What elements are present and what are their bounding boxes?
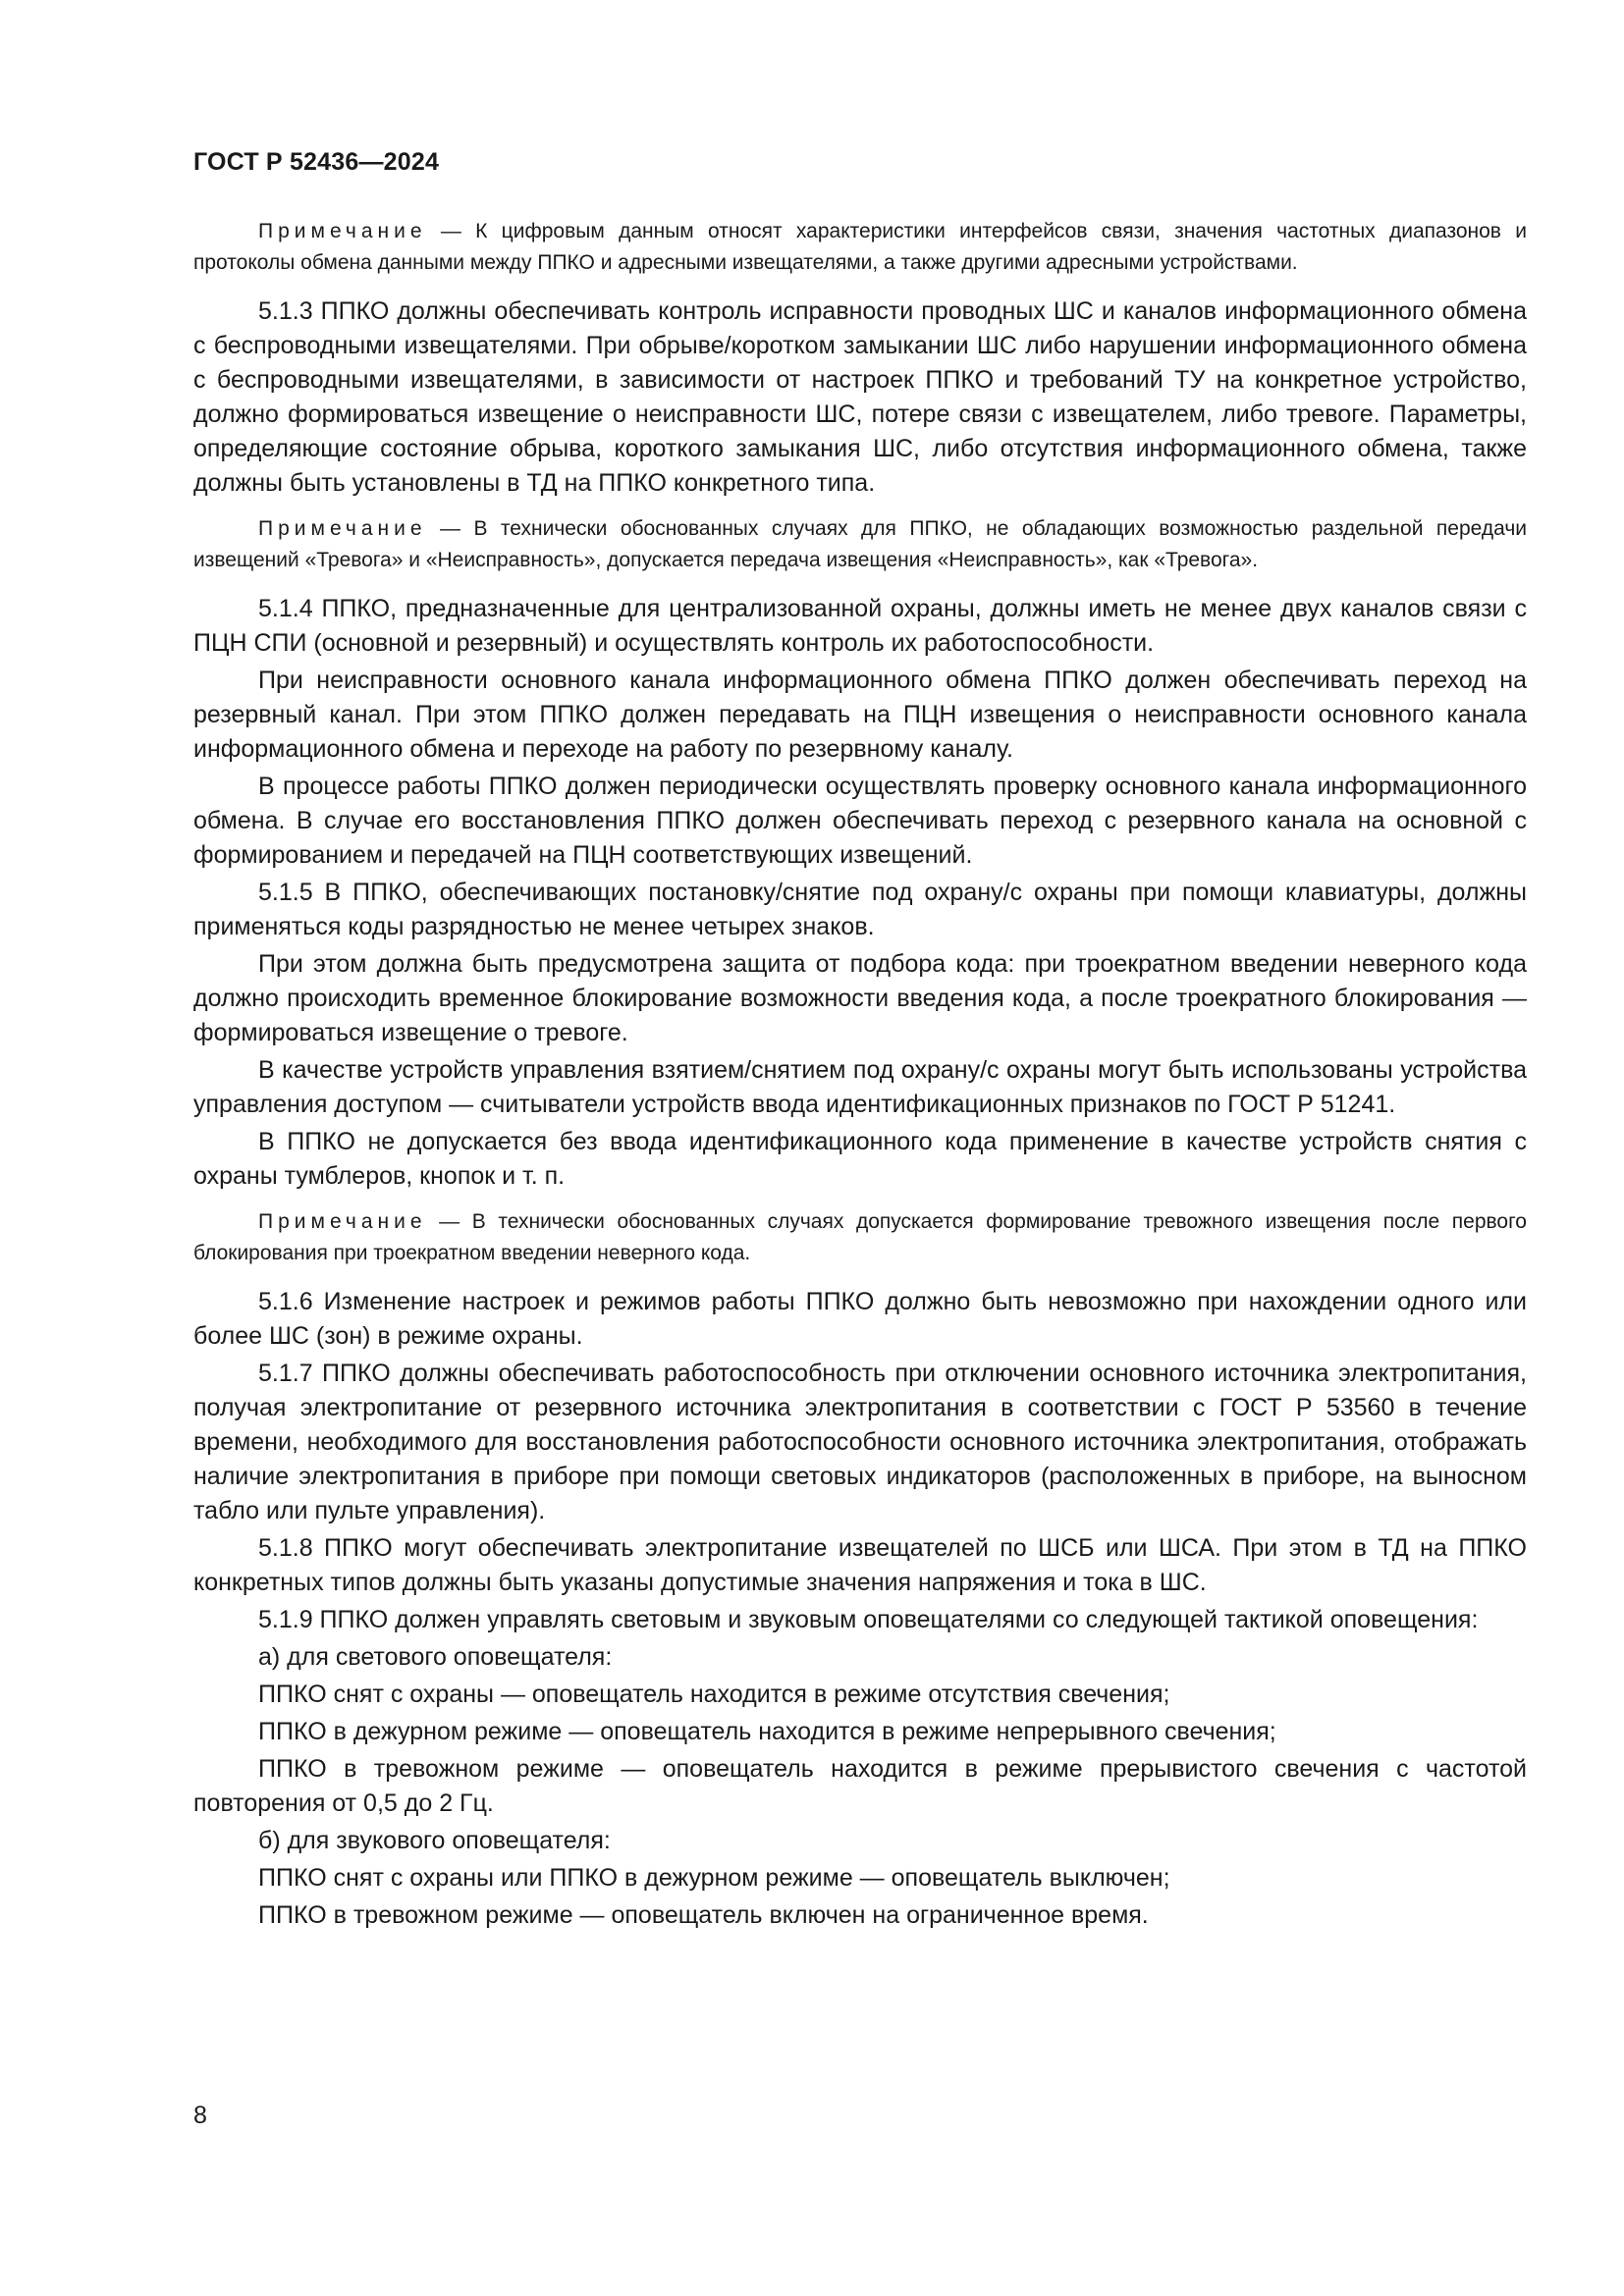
list-item-a-3: ППКО в тревожном режиме — оповещатель находится в режиме прерывистого свечения с частотой повторения от 0,5 до 2 Гц. <box>193 1755 1527 1817</box>
list-item-b: б) для звукового оповещателя: <box>258 1827 611 1854</box>
list-item-a-1: ППКО снят с охраны — оповещатель находится в режиме отсутствия свечения; <box>258 1681 1170 1708</box>
list-item-a: а) для светового оповещателя: <box>258 1643 613 1671</box>
document-page <box>193 147 1527 1936</box>
note-text: — К цифровым данным относят характеристики интерфейсов связи, значения частотных диапазонов и протоколы обмена данными между ППКО и адресными извещателями, а также другими адресными устройствами. <box>193 220 1527 274</box>
list-item-b-1: ППКО снят с охраны или ППКО в дежурном режиме — оповещатель выключен; <box>258 1864 1170 1892</box>
list-item-a-2: ППКО в дежурном режиме — оповещатель находится в режиме непрерывного свечения; <box>258 1718 1276 1745</box>
paragraph-5-1-9: 5.1.9 ППКО должен управлять световым и звуковым оповещателями со следующей тактикой оповещения: <box>258 1606 1479 1633</box>
paragraph-5-1-4: 5.1.4 ППКО, предназначенные для централизованной охраны, должны иметь не менее двух каналов связи с ПЦН СПИ (основной и резервный) и осуществлять контроль их работоспособности. <box>193 595 1527 657</box>
paragraph-5-1-7: 5.1.7 ППКО должны обеспечивать работоспособность при отключении основного источника электропитания, получая электропитание от резервного источника электропитания в соответствии с ГОСТ Р 53560 в течение времени, необходимого для восстановления работоспособности основного источника электропитания, отображать наличие электропитания в приборе при помощи световых индикаторов (расположенных в приборе, на выносном табло или пульте управления). <box>193 1360 1527 1524</box>
note-3 <box>193 1206 1527 1269</box>
note-label: Примечание <box>258 220 427 242</box>
paragraph-5-1-4-b: При неисправности основного канала информационного обмена ППКО должен обеспечивать переход на резервный канал. При этом ППКО должен передавать на ПЦН извещения о неисправности основного канала информационного обмена и переходе на работу по резервному каналу. <box>193 667 1527 763</box>
paragraph-5-1-8: 5.1.8 ППКО могут обеспечивать электропитание извещателей по ШСБ или ШСА. При этом в ТД на ППКО конкретных типов должны быть указаны допустимые значения напряжения и тока в ШС. <box>193 1534 1527 1596</box>
paragraph-5-1-5-b: При этом должна быть предусмотрена защита от подбора кода: при троекратном введении неверного кода должно происходить временное блокирование возможности введения кода, а после троекратного блокирования — формироваться извещение о тревоге. <box>193 950 1527 1046</box>
page-number: 8 <box>193 2102 207 2129</box>
document-header: ГОСТ Р 52436—2024 <box>193 148 440 176</box>
paragraph-5-1-3: 5.1.3 ППКО должны обеспечивать контроль исправности проводных ШС и каналов информационного обмена с беспроводными извещателями. При обрыве/коротком замыкании ШС либо нарушении информационного обмена с беспроводными извещателями, в зависимости от настроек ППКО и требований ТУ на конкретное устройство, должно формироваться извещение о неисправности ШС, потере связи с извещателем, либо тревоге. Параметры, определяющие состояние обрыва, короткого замыкания ШС, либо отсутствия информационного обмена, также должны быть установлены в ТД на ППКО конкретного типа. <box>193 297 1527 497</box>
note-2 <box>193 513 1527 576</box>
paragraph-5-1-5-d: В ППКО не допускается без ввода идентификационного кода применение в качестве устройств снятия с охраны тумблеров, кнопок и т. п. <box>193 1128 1527 1190</box>
note-text: — В технически обоснованных случаях допускается формирование тревожного извещения после первого блокирования при троекратном введении неверного кода. <box>193 1210 1527 1264</box>
list-item-b-2: ППКО в тревожном режиме — оповещатель включен на ограниченное время. <box>258 1901 1149 1929</box>
paragraph-5-1-5: 5.1.5 В ППКО, обеспечивающих постановку/снятие под охрану/с охраны при помощи клавиатуры, должны применяться коды разрядностью не менее четырех знаков. <box>193 879 1527 940</box>
note-label: Примечание <box>258 1210 427 1233</box>
paragraph-5-1-4-c: В процессе работы ППКО должен периодически осуществлять проверку основного канала информационного обмена. В случае его восстановления ППКО должен обеспечивать переход с резервного канала на основной с формированием и передачей на ПЦН соответствующих извещений. <box>193 773 1527 869</box>
note-label: Примечание <box>258 517 427 540</box>
note-text: — В технически обоснованных случаях для ППКО, не обладающих возможностью раздельной передачи извещений «Тревога» и «Неисправность», допускается передача извещения «Неисправность», как «Тревога». <box>193 517 1527 571</box>
note-1 <box>193 216 1527 279</box>
paragraph-5-1-5-c: В качестве устройств управления взятием/снятием под охрану/с охраны могут быть использованы устройства управления доступом — считыватели устройств ввода идентификационных признаков по ГОСТ Р 51241. <box>193 1056 1527 1118</box>
paragraph-5-1-6: 5.1.6 Изменение настроек и режимов работы ППКО должно быть невозможно при нахождении одного или более ШС (зон) в режиме охраны. <box>193 1288 1527 1350</box>
